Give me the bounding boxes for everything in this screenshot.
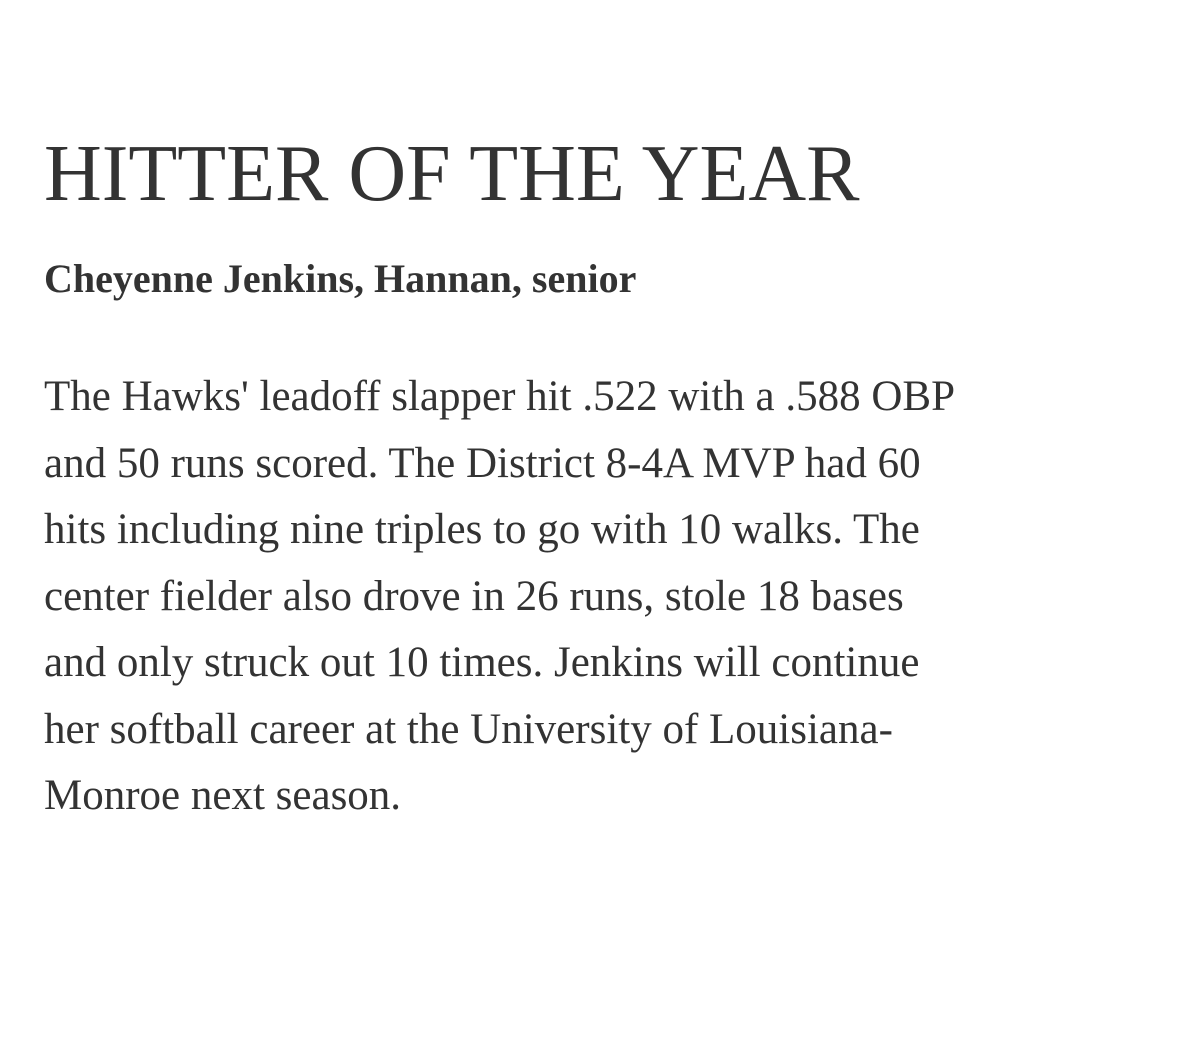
body-line: center fielder also drove in 26 runs, stole 18 bases (44, 572, 904, 620)
article-body (44, 364, 1154, 830)
body-line: hits including nine triples to go with 10 walks. The (44, 506, 920, 553)
body-line: and only struck out 10 times. Jenkins will continue (44, 639, 920, 686)
body-line: and 50 runs scored. The District 8-4A MVP had 60 (44, 439, 921, 487)
player-byline: Cheyenne Jenkins, Hannan, senior (44, 256, 637, 301)
body-line: her softball career at the University of Louisiana- (44, 705, 893, 753)
body-line: Monroe next season. (44, 772, 402, 819)
article (44, 124, 1154, 830)
award-headline: HITTER OF THE YEAR (44, 130, 860, 218)
body-line: The Hawks' leadoff slapper hit .522 with a .588 OBP (44, 373, 955, 420)
